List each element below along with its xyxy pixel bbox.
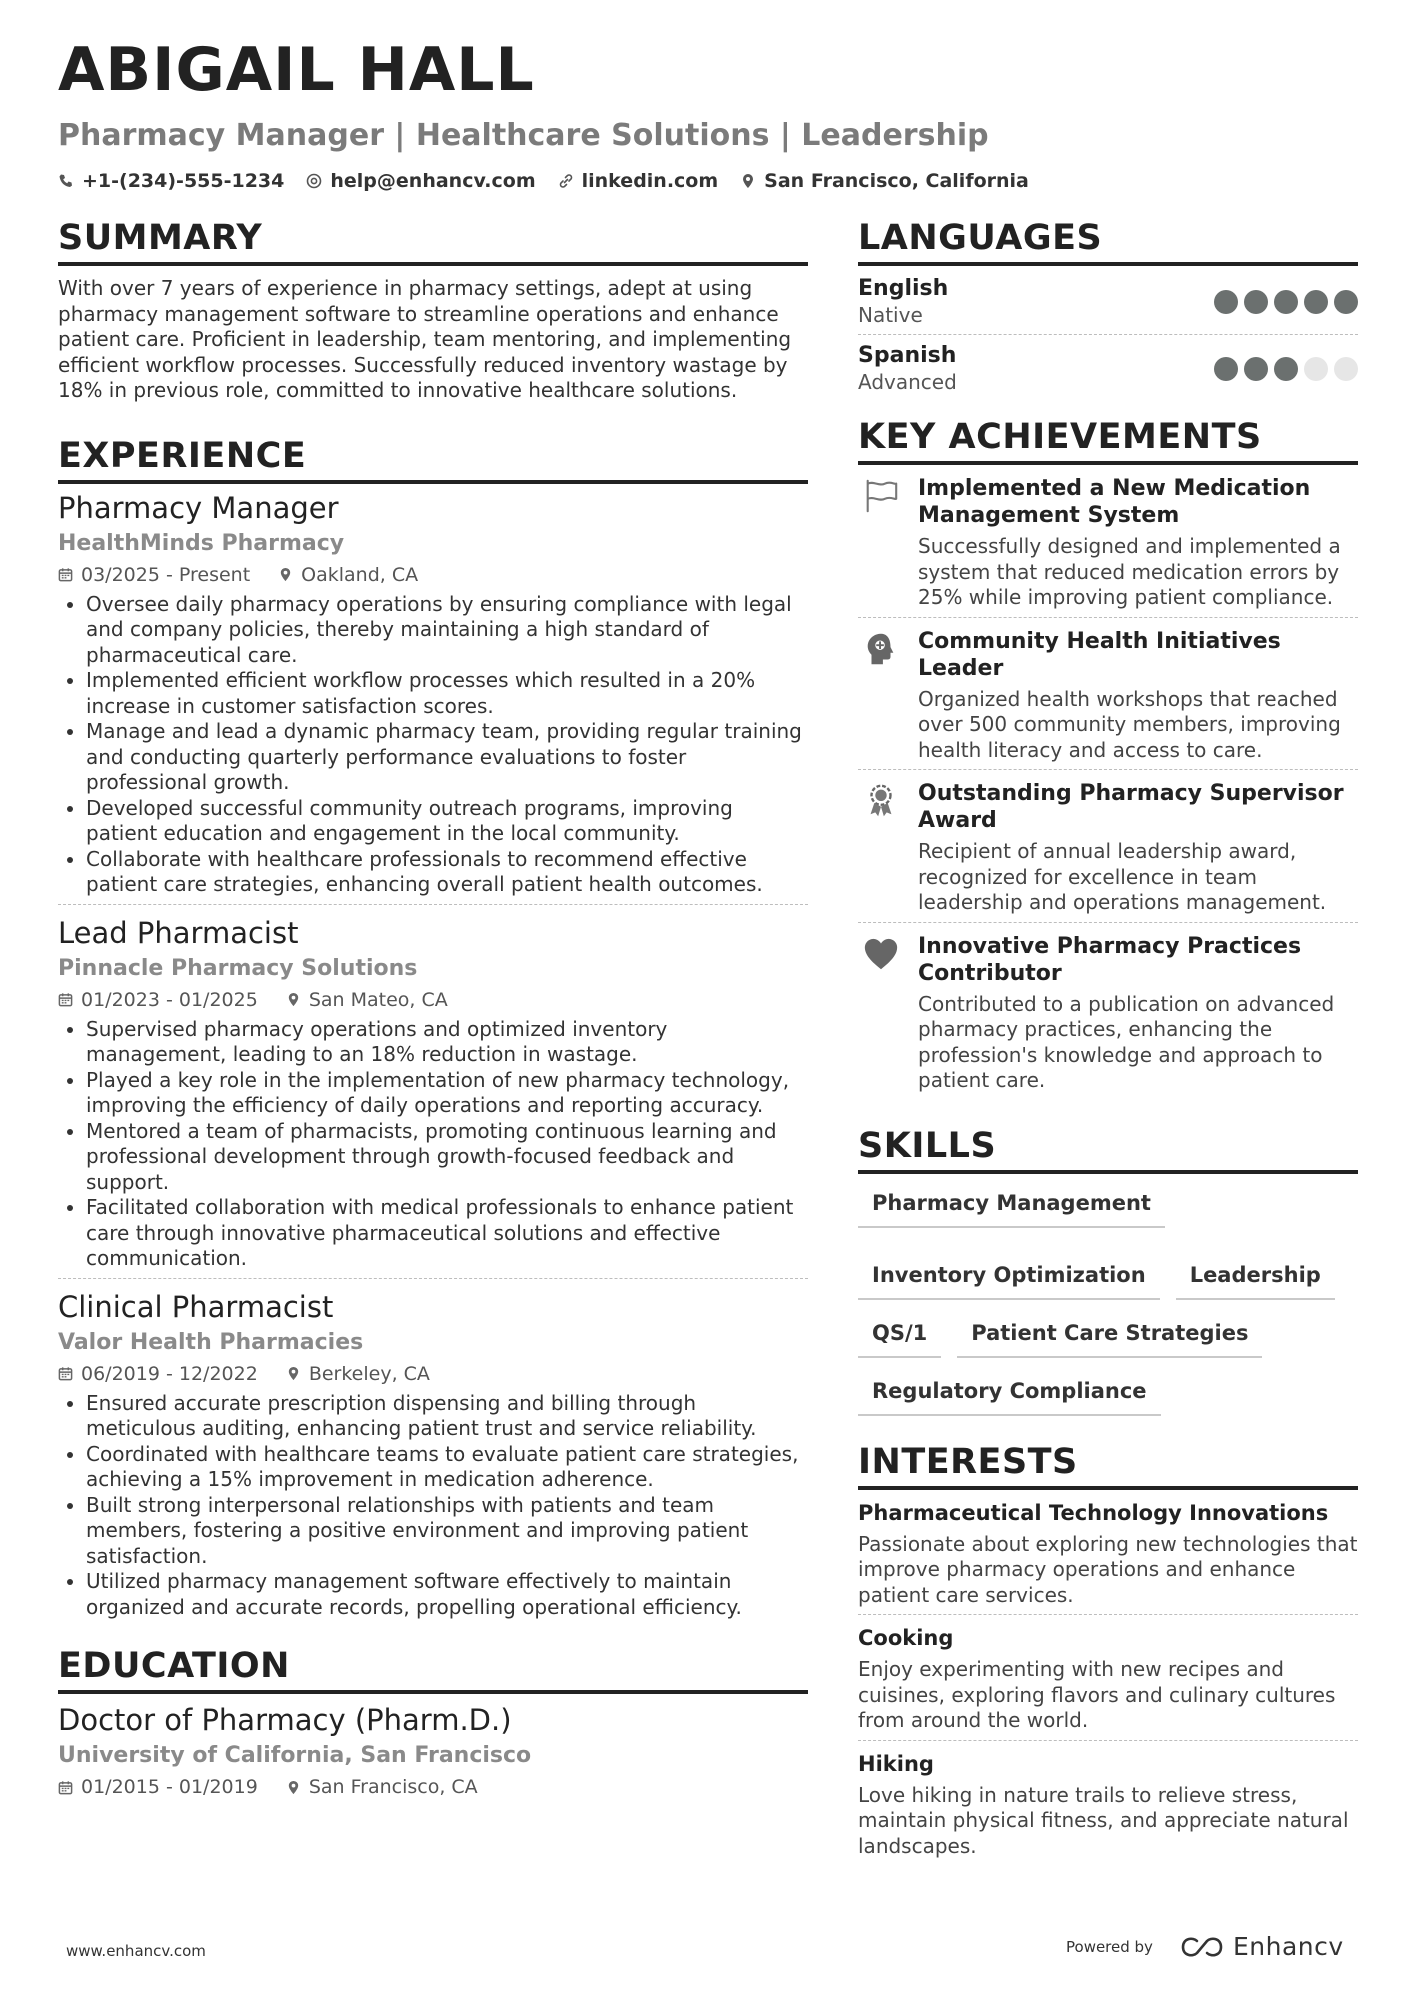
job-title: Lead Pharmacist	[58, 915, 299, 950]
job-bullet: • Implemented efficient workflow processes which resulted in a 20% increase in customer satisfaction scores.	[86, 668, 808, 719]
interest-item	[858, 1490, 1358, 1616]
link-icon	[558, 173, 574, 189]
language-name: English	[858, 276, 949, 301]
location-pin-icon	[286, 992, 301, 1007]
rating-dot-empty	[1304, 357, 1328, 381]
rating-dot-filled	[1274, 357, 1298, 381]
linkedin-text: linkedin.com	[581, 170, 719, 192]
experience-list	[58, 490, 808, 1627]
languages-list	[858, 268, 1358, 401]
interest-title: Cooking	[858, 1626, 954, 1650]
enhancv-logo[interactable]	[1179, 1932, 1344, 1961]
job-bullet: • Collaborate with healthcare professionals to recommend effective patient care strategies, enhancing overall patient health outcomes.	[86, 847, 808, 898]
education-location-text: San Francisco, CA	[308, 1776, 478, 1798]
job-bullet: • Coordinated with healthcare teams to evaluate patient care strategies, achieving a 15% improvement in medication adherence.	[86, 1442, 808, 1493]
contact-location	[740, 170, 1029, 192]
job-bullet: • Supervised pharmacy operations and optimized inventory management, leading to an 18% reduction in wastage.	[86, 1017, 808, 1068]
achievement-title: Implemented a New Medication Management System	[918, 476, 1311, 528]
achievement-title: Innovative Pharmacy Practices Contributor	[918, 933, 1302, 986]
job-dates-text: 03/2025 - Present	[81, 563, 251, 586]
footer-branding	[1066, 1932, 1344, 1961]
contact-phone[interactable]	[58, 170, 284, 192]
job-bullet: • Played a key role in the implementation of new pharmacy technology, improving the efficiency of daily operations and reporting accuracy.	[86, 1068, 808, 1119]
job-meta	[58, 1361, 808, 1387]
language-level: Native	[858, 303, 923, 327]
rating-dot-empty	[1334, 357, 1358, 381]
skills-list	[858, 1184, 1358, 1416]
job-title: Pharmacy Manager	[58, 490, 339, 525]
calendar-icon	[58, 567, 73, 582]
rating-dot-filled	[1274, 290, 1298, 314]
phone-icon	[58, 173, 74, 189]
skill-tag: QS/1	[858, 1314, 941, 1358]
job-dates-text: 01/2023 - 01/2025	[81, 988, 258, 1011]
education-entry	[58, 1702, 808, 1800]
job-location-text: Oakland, CA	[301, 563, 419, 586]
achievements-title: KEY ACHIEVEMENTS	[858, 415, 1358, 465]
experience-title: EXPERIENCE	[58, 434, 808, 484]
job-bullets	[58, 1391, 808, 1621]
job-bullet: • Utilized pharmacy management software effectively to maintain organized and accurate records, propelling operational efficiency.	[86, 1569, 808, 1620]
job-location-text: Berkeley, CA	[308, 1362, 430, 1385]
skill-tag: Inventory Optimization	[858, 1256, 1160, 1300]
location-pin-icon	[286, 1366, 301, 1381]
job-dates	[58, 987, 258, 1013]
contact-linkedin[interactable]	[558, 170, 719, 192]
head-icon	[862, 630, 900, 668]
job-bullet: • Manage and lead a dynamic pharmacy team, providing regular training and conducting quarterly performance evaluations to foster professional growth.	[86, 719, 808, 796]
contact-bar	[58, 170, 1029, 192]
brand-name: Enhancv	[1232, 1932, 1344, 1961]
job-location	[286, 987, 448, 1013]
education-location	[286, 1774, 478, 1800]
language-rating	[1214, 290, 1358, 314]
job-dates-text: 06/2019 - 12/2022	[81, 1362, 258, 1385]
achievement-item	[858, 770, 1358, 923]
flag-icon	[862, 477, 900, 515]
achievements-list	[858, 465, 1358, 1100]
job-bullet: • Developed successful community outreach programs, improving patient education and engagement in the local community.	[86, 796, 808, 847]
achievement-icon-wrap	[858, 475, 904, 611]
calendar-icon	[58, 1780, 73, 1795]
job-location	[286, 1361, 430, 1387]
job-bullet: • Mentored a team of pharmacists, promoting continuous learning and professional development through growth-focused feedback and support.	[86, 1119, 808, 1196]
language-item	[858, 268, 1358, 335]
job-title: Clinical Pharmacist	[58, 1289, 334, 1324]
skills-title: SKILLS	[858, 1124, 1358, 1174]
location-text: San Francisco, California	[764, 170, 1029, 192]
rating-dot-filled	[1244, 357, 1268, 381]
achievement-icon-wrap	[858, 780, 904, 916]
interest-item	[858, 1741, 1358, 1866]
education-meta	[58, 1774, 808, 1800]
calendar-icon	[58, 1366, 73, 1381]
achievement-desc: Successfully designed and implemented a system that reduced medication errors by 25% while improving patient compliance.	[918, 534, 1341, 609]
job-company: Pinnacle Pharmacy Solutions	[58, 955, 418, 981]
job-entry	[58, 490, 808, 905]
interest-title: Pharmaceutical Technology Innovations	[858, 1500, 1329, 1525]
phone-text: +1-(234)-555-1234	[82, 170, 285, 192]
interest-item	[858, 1615, 1358, 1741]
achievement-desc: Organized health workshops that reached over 500 community members, improving health literacy and access to care.	[918, 686, 1341, 762]
achievement-item	[858, 618, 1358, 771]
footer-website[interactable]: www.enhancv.com	[66, 1942, 206, 1960]
language-level: Advanced	[858, 370, 957, 394]
rating-dot-filled	[1304, 290, 1328, 314]
location-pin-icon	[740, 173, 756, 189]
summary-title: SUMMARY	[58, 216, 808, 266]
achievement-desc: Contributed to a publication on advanced pharmacy practices, enhancing the profession's knowledge and approach to patient care.	[918, 991, 1335, 1092]
summary-text: With over 7 years of experience in pharmacy settings, adept at using pharmacy management software to streamline operations and enhance patient care. Proficient in leadership, team mentoring, and implementing efficient workflow processes. Successfully reduced inventory wastage by 18% in previous role, committed to innovative healthcare solutions.	[58, 276, 792, 402]
achievement-item	[858, 923, 1358, 1100]
left-column	[58, 216, 808, 1800]
interest-desc: Passionate about exploring new technologies that improve pharmacy operations and enhance patient care services.	[858, 1531, 1358, 1607]
email-text: help@enhancv.com	[330, 170, 536, 192]
interest-desc: Enjoy experimenting with new recipes and cuisines, exploring flavors and culinary cultures from around the world.	[858, 1657, 1336, 1732]
language-rating	[1214, 357, 1358, 381]
achievement-item	[858, 465, 1358, 618]
interest-title: Hiking	[858, 1751, 934, 1776]
education-dates	[58, 1774, 258, 1800]
interests-list	[858, 1490, 1358, 1866]
enhancv-logo-icon	[1179, 1935, 1225, 1959]
school: University of California, San Francisco	[58, 1743, 532, 1768]
interests-title: INTERESTS	[858, 1440, 1358, 1490]
contact-email[interactable]	[306, 170, 535, 192]
achievement-title: Community Health Initiatives Leader	[918, 628, 1281, 681]
education-dates-text: 01/2015 - 01/2019	[81, 1776, 258, 1798]
skill-tag: Patient Care Strategies	[957, 1314, 1262, 1358]
skill-tag: Regulatory Compliance	[858, 1372, 1161, 1416]
calendar-icon	[58, 992, 73, 1007]
interest-desc: Love hiking in nature trails to relieve stress, maintain physical fitness, and appreciate natural landscapes.	[858, 1782, 1349, 1858]
job-bullet: • Facilitated collaboration with medical professionals to enhance patient care through innovative pharmaceutical solutions and effective communication.	[86, 1195, 808, 1272]
job-location	[278, 562, 418, 588]
degree: Doctor of Pharmacy (Pharm.D.)	[58, 1703, 512, 1737]
language-name: Spanish	[858, 343, 957, 368]
languages-title: LANGUAGES	[858, 216, 1358, 266]
language-item	[858, 335, 1358, 401]
job-bullets	[58, 592, 808, 898]
job-entry	[58, 915, 808, 1279]
education-title: EDUCATION	[58, 1644, 808, 1694]
job-company: HealthMinds Pharmacy	[58, 530, 345, 556]
rating-dot-filled	[1334, 290, 1358, 314]
job-bullet: • Ensured accurate prescription dispensing and billing through meticulous auditing, enhancing patient trust and service reliability.	[86, 1391, 808, 1442]
job-company: Valor Health Pharmacies	[58, 1329, 364, 1355]
job-meta	[58, 562, 808, 588]
location-pin-icon	[278, 567, 293, 582]
rating-dot-filled	[1214, 357, 1238, 381]
award-icon	[862, 782, 900, 820]
job-entry	[58, 1289, 808, 1627]
headline: Pharmacy Manager | Healthcare Solutions | Leadership	[58, 118, 989, 153]
job-bullet: • Oversee daily pharmacy operations by ensuring compliance with legal and company policies, thereby maintaining a high standard of pharmaceutical care.	[86, 592, 808, 669]
skill-tag: Leadership	[1176, 1256, 1335, 1300]
job-location-text: San Mateo, CA	[308, 988, 448, 1011]
job-bullets	[58, 1017, 808, 1272]
right-column	[858, 216, 1358, 1865]
job-meta	[58, 987, 808, 1013]
achievement-title: Outstanding Pharmacy Supervisor Award	[918, 781, 1344, 833]
job-dates	[58, 562, 250, 588]
job-bullet: • Built strong interpersonal relationships with patients and team members, fostering a positive environment and improving patient satisfaction.	[86, 1493, 808, 1570]
rating-dot-filled	[1214, 290, 1238, 314]
skill-tag: Pharmacy Management	[858, 1184, 1165, 1228]
at-icon	[306, 173, 322, 189]
achievement-desc: Recipient of annual leadership award, recognized for excellence in team leadership and operations management.	[918, 839, 1327, 914]
heart-icon	[862, 935, 900, 973]
achievement-icon-wrap	[858, 628, 904, 764]
achievement-icon-wrap	[858, 933, 904, 1094]
location-pin-icon	[286, 1780, 301, 1795]
job-dates	[58, 1361, 258, 1387]
candidate-name: ABIGAIL HALL	[58, 35, 535, 105]
powered-by-label: Powered by	[1066, 1937, 1153, 1956]
rating-dot-filled	[1244, 290, 1268, 314]
